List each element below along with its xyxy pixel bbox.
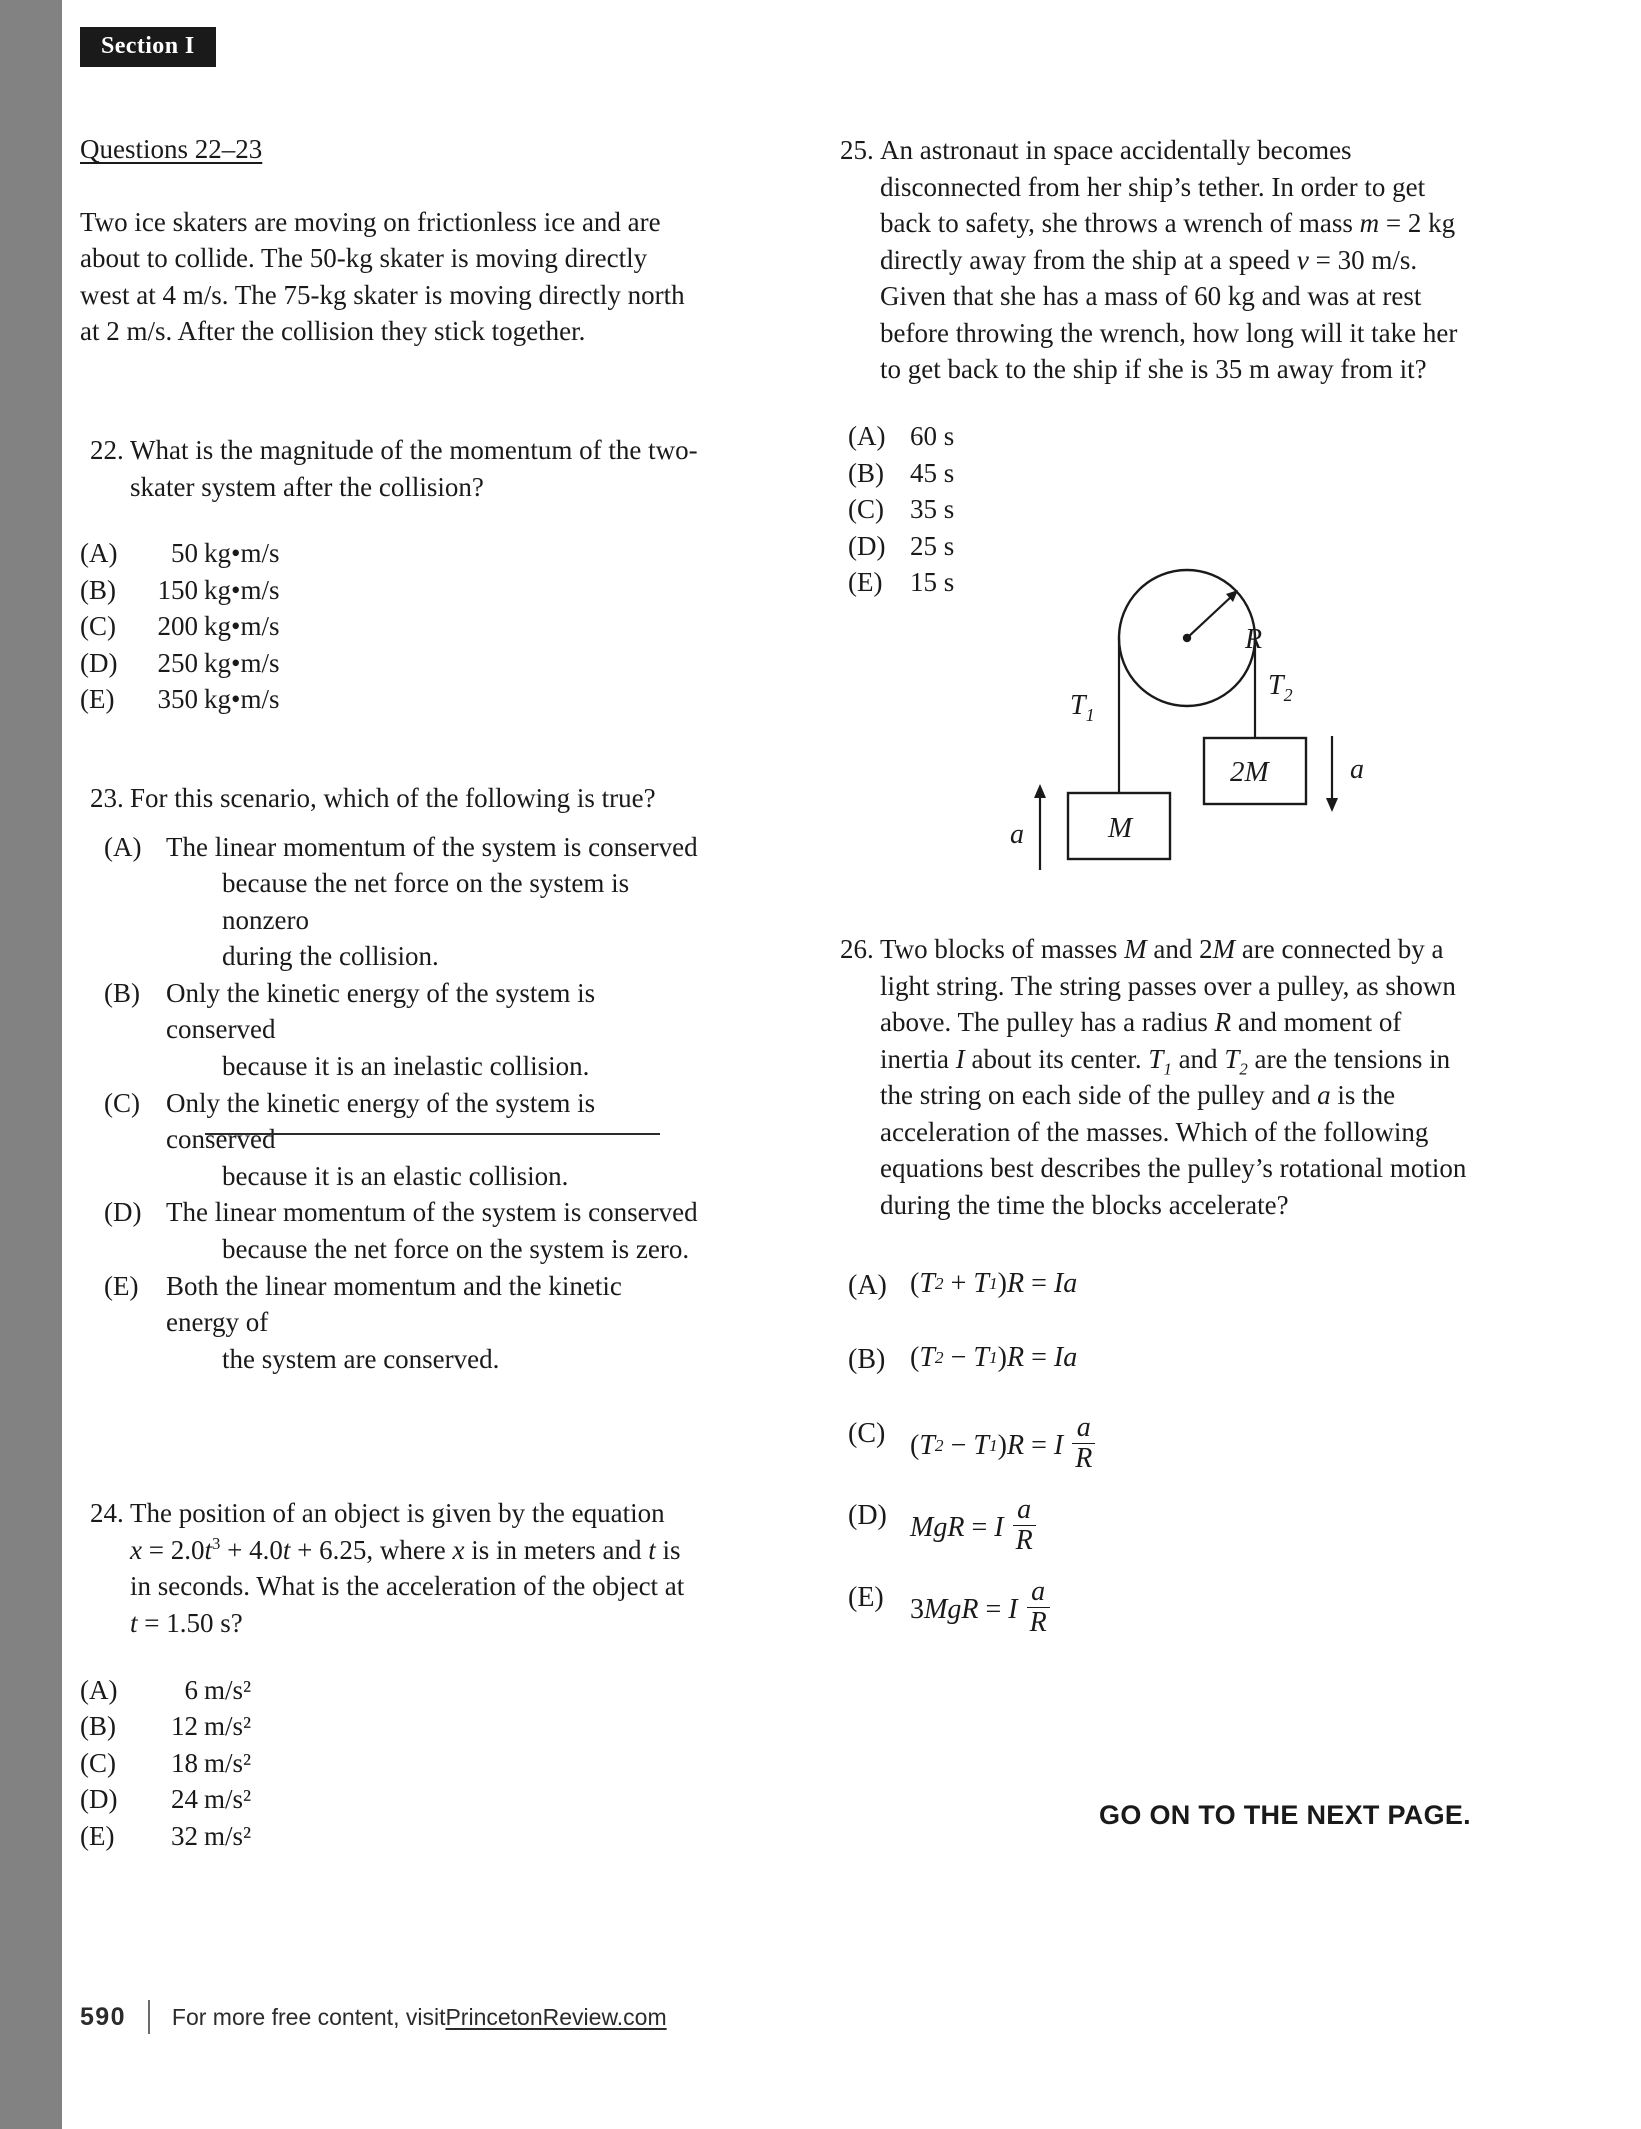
choice-letter: (D) [104, 1197, 142, 1228]
choice-option[interactable] [848, 528, 1470, 565]
go-on-notice: GO ON TO THE NEXT PAGE. [1099, 1800, 1471, 1830]
choice-letter: (C) [80, 1747, 116, 1778]
choice-option[interactable] [104, 1085, 700, 1195]
choice-letter: (A) [80, 1674, 118, 1705]
choice-text: Only the kinetic energy of the system is conserved because it is an elastic collision. [166, 1087, 596, 1191]
choice-option[interactable] [80, 1781, 700, 1818]
question-25-number: 25. [840, 135, 874, 165]
choice-text: 12 m/s² [171, 1711, 252, 1742]
section-divider-rule [205, 1133, 660, 1135]
choice-text: 6 m/s² [184, 1674, 252, 1705]
question-23-text: For this scenario, which of the following is true? [130, 782, 656, 813]
choice-letter: (A) [848, 421, 886, 452]
accel-left-arrow-head [1034, 784, 1046, 798]
accel-right-label: a [1350, 754, 1364, 785]
choice-equation: MgR = I $\frac{a}{R}$ [910, 1498, 1038, 1558]
choice-letter: (E) [848, 1581, 884, 1613]
question-24-choices [80, 1672, 700, 1855]
question-25 [830, 132, 1470, 388]
choice-equation: ( T 2 − T 1 ) R = I $\frac{a}{R}$ [910, 1416, 1097, 1476]
choice-letter: (A) [80, 538, 118, 569]
choice-option[interactable] [80, 535, 700, 572]
tension-right-label: $T_2$ [1268, 670, 1293, 705]
question-24-line4: t = 1.50 s? [130, 1607, 243, 1638]
question-26-number: 26. [840, 933, 874, 964]
question-22-number: 22. [90, 434, 124, 465]
question-23-choices [80, 829, 700, 1378]
choice-option[interactable] [80, 572, 700, 609]
choice-text: 24 m/s² [171, 1784, 252, 1815]
choice-option[interactable] [104, 829, 700, 975]
choice-letter: (D) [848, 530, 886, 561]
question-26-text: Two blocks of masses M and 2M are connected by a light string. The string passes over a pulley, as shown above. The pulley has a radius R and moment of inertia I about its center. $T_1$ and $T_2$ are the tensions in the string on each side of the pulley and a is the acceleration of the masses. Which of the following equations best describes the pulley’s rotational motion during the time the blocks accelerate? [880, 933, 1467, 1220]
radius-label: R [1245, 624, 1263, 655]
choice-option[interactable] [848, 491, 1470, 528]
choice-text: 45 s [910, 457, 955, 488]
choice-option[interactable] [80, 1745, 700, 1782]
pulley-figure [1002, 560, 1422, 920]
choice-option[interactable] [80, 1672, 700, 1709]
choice-option[interactable] [848, 418, 1470, 455]
choice-text: The linear momentum of the system is conserved because the net force on the system is zero. [166, 1197, 698, 1264]
choice-option[interactable] [848, 1411, 1470, 1476]
choice-text: 200 kg•m/s [157, 611, 280, 642]
question-26-choices [830, 1268, 1470, 1640]
block-M-label: M [1108, 812, 1133, 844]
accel-right-arrow-head [1326, 798, 1338, 812]
choice-letter: (C) [104, 1087, 140, 1118]
choice-letter: (E) [104, 1270, 139, 1301]
footer-note: For more free content, visit [171, 2003, 446, 2030]
question-22 [80, 432, 700, 505]
question-24-line1: The position of an object is given by the equation [130, 1498, 665, 1529]
choice-equation: ( T 2 − T 1 ) R = Ia [910, 1341, 1078, 1373]
choice-letter: (E) [80, 684, 115, 715]
left-column [80, 132, 700, 1854]
choice-letter: (E) [80, 1820, 115, 1851]
fraction-a-over-R: $\frac{a}{R}$ [1027, 1578, 1050, 1638]
choice-option[interactable] [848, 1268, 1470, 1320]
fraction-a-over-R: $\frac{a}{R}$ [1013, 1496, 1036, 1556]
choice-letter: (A) [104, 831, 142, 862]
tension-left-label: $T_1$ [1070, 690, 1095, 725]
question-22-text: What is the magnitude of the momentum of the two-skater system after the collision? [130, 434, 698, 502]
choice-text: 25 s [910, 530, 955, 561]
choice-option[interactable] [848, 1575, 1470, 1640]
choice-text: 32 m/s² [171, 1820, 252, 1851]
choice-letter: (B) [80, 574, 116, 605]
choice-letter: (C) [848, 1417, 886, 1449]
choice-letter: (D) [80, 647, 118, 678]
fraction-a-over-R: $\frac{a}{R}$ [1072, 1414, 1095, 1474]
block-2M-label: 2M [1230, 756, 1269, 788]
choice-text: Only the kinetic energy of the system is conserved because it is an inelastic collision. [166, 977, 596, 1082]
choice-text: 18 m/s² [171, 1747, 252, 1778]
footer-divider [148, 2000, 150, 2034]
choice-text: 60 s [910, 421, 955, 452]
questions-22-23-stem: Two ice skaters are moving on frictionless ice and are about to collide. The 50-kg skater is moving directly west at 4 m/s. The 75-kg skater is moving directly north at 2 m/s. After the collision they stick together. [80, 206, 685, 347]
question-26 [830, 931, 1470, 1224]
choice-letter: (D) [80, 1784, 118, 1815]
section-tag: Section I [80, 27, 216, 67]
choice-letter: (D) [848, 1499, 887, 1531]
left-gray-spine [0, 0, 62, 2129]
choice-option[interactable] [848, 1493, 1470, 1558]
choice-text: 250 kg•m/s [157, 647, 280, 678]
question-23-number: 23. [90, 782, 124, 813]
choice-letter: (C) [80, 611, 116, 642]
choice-option[interactable] [80, 681, 700, 718]
choice-text: 350 kg•m/s [157, 684, 280, 715]
choice-option[interactable] [80, 1708, 700, 1745]
choice-option[interactable] [104, 975, 700, 1085]
choice-letter: (A) [848, 1269, 887, 1301]
question-25-text: An astronaut in space accidentally becomes disconnected from her ship’s tether. In order to get back to safety, she throws a wrench of mass m = 2 kg directly away from the ship at a speed v = 30 m/s. Given that she has a mass of 60 kg and was at rest before throwing the wrench, how long will it take her to get back to the ship if she is 35 m away from it? [880, 135, 1458, 385]
question-22-choices [80, 535, 700, 718]
accel-left-label: a [1010, 819, 1024, 850]
question-23 [80, 780, 700, 817]
choice-option[interactable] [104, 1194, 700, 1267]
question-24 [80, 1495, 700, 1641]
choice-letter: (B) [848, 1343, 886, 1375]
choice-letter: (E) [848, 567, 883, 598]
choice-letter: (C) [848, 494, 884, 525]
choice-equation: 3 MgR = I $\frac{a}{R}$ [910, 1580, 1052, 1640]
footer-site-link[interactable]: PrincetonReview.com [445, 2003, 667, 2030]
question-24-text [130, 1495, 700, 1641]
choice-option[interactable] [848, 1342, 1470, 1394]
page-sheet [62, 0, 1641, 2129]
choice-text: The linear momentum of the system is conserved because the net force on the system is nonzero during the collision. [166, 831, 698, 972]
pulley-diagram-svg [1002, 560, 1422, 920]
choice-option[interactable] [848, 455, 1470, 492]
choice-text: Both the linear momentum and the kinetic energy of the system are conserved. [166, 1270, 622, 1374]
choice-equation: ( T 2 + T 1 ) R = Ia [910, 1267, 1078, 1299]
page-number: 590 [80, 2002, 126, 2031]
choice-option[interactable] [104, 1268, 700, 1378]
question-24-equation: $x = 2.0t^3 + 4.0t + 6.25$, where x is in meters and t is [130, 1533, 681, 1565]
choice-option[interactable] [80, 645, 700, 682]
question-24-number: 24. [90, 1498, 124, 1529]
question-24-line3: in seconds. What is the acceleration of the object at [130, 1571, 685, 1602]
page-footer [80, 2000, 667, 2034]
choice-option[interactable] [80, 1818, 700, 1855]
choice-letter: (B) [104, 977, 140, 1008]
choice-text: 35 s [910, 494, 955, 525]
questions-group-heading: Questions 22–23 [80, 134, 263, 164]
choice-letter: (B) [80, 1711, 116, 1742]
choice-text: 50 kg•m/s [171, 538, 280, 569]
choice-text: 15 s [910, 567, 955, 598]
choice-option[interactable] [80, 608, 700, 645]
choice-text: 150 kg•m/s [157, 574, 280, 605]
choice-letter: (B) [848, 457, 884, 488]
